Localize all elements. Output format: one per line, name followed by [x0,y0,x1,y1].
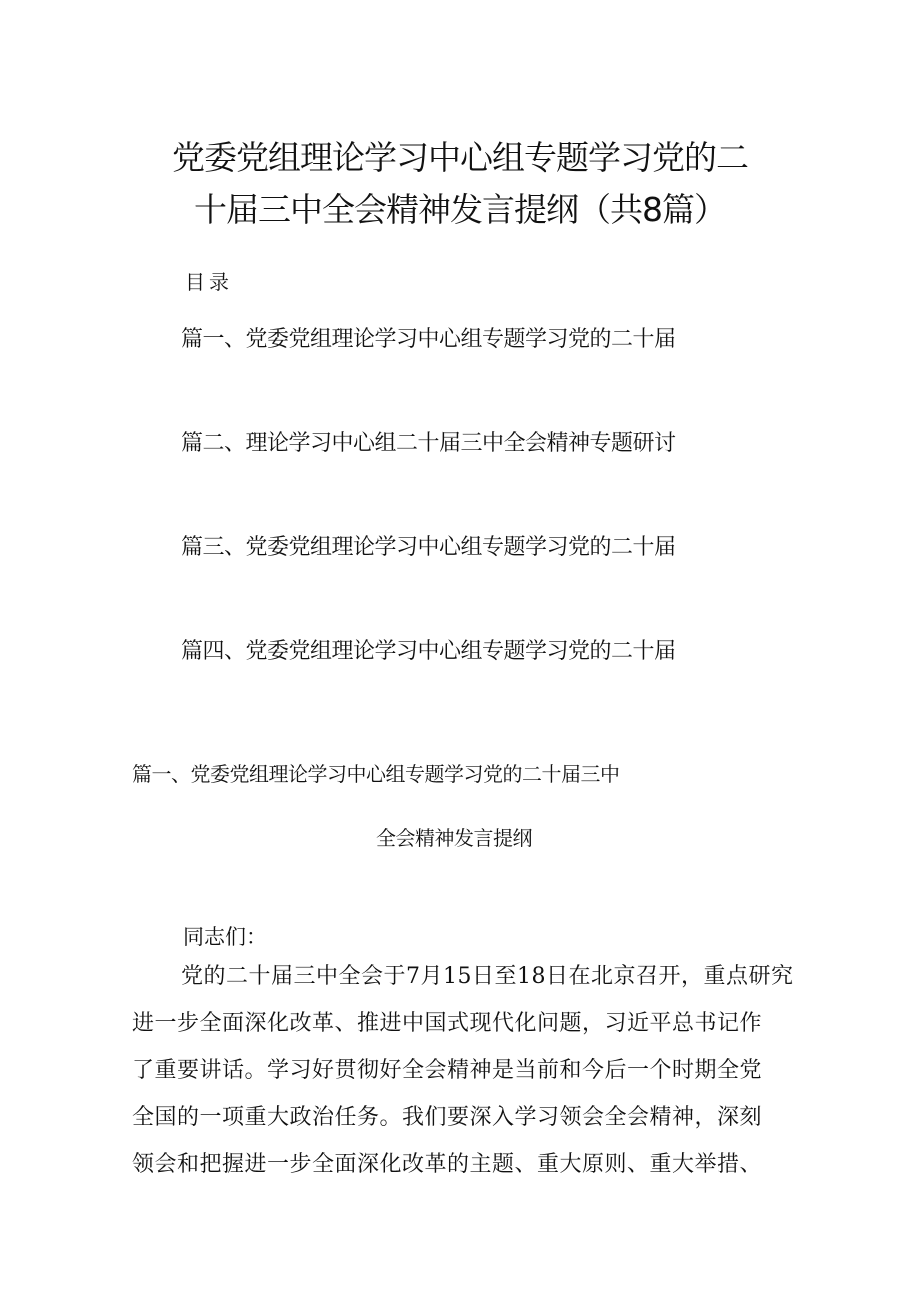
toc-item-4[interactable]: 篇四、党委党组理论学习中心组专题学习党的二十届 [181,639,676,664]
toc-item-1[interactable]: 篇一、党委党组理论学习中心组专题学习党的二十届 [181,327,676,352]
toc-item-2[interactable]: 篇二、理论学习中心组二十届三中全会精神专题研讨 [181,431,676,456]
body-text-line: 全国的一项重大政治任务。我们要深入学习领会全会精神，深刻 [132,1105,763,1130]
body-text-line: 党的二十届三中全会于7月15日至18日在北京召开，重点研究 [181,964,794,989]
document-title-line-1: 党委党组理论学习中心组专题学习党的二 [172,138,748,177]
section-title-line-2: 全会精神发言提纲 [376,826,532,850]
body-text-line: 领会和把握进一步全面深化改革的主题、重大原则、重大举措、 [132,1152,763,1177]
document-title-line-2: 十届三中全会精神发言提纲（共8篇） [194,190,726,229]
salutation: 同志们： [183,925,267,949]
section-title-line-1: 篇一、党委党组理论学习中心组专题学习党的二十届三中 [132,762,620,786]
toc-item-3[interactable]: 篇三、党委党组理论学习中心组专题学习党的二十届 [181,535,676,560]
body-text-line: 进一步全面深化改革、推进中国式现代化问题，习近平总书记作 [132,1011,763,1036]
toc-heading: 目录 [185,270,233,294]
body-text-line: 了重要讲话。学习好贯彻好全会精神是当前和今后一个时期全党 [132,1058,763,1083]
